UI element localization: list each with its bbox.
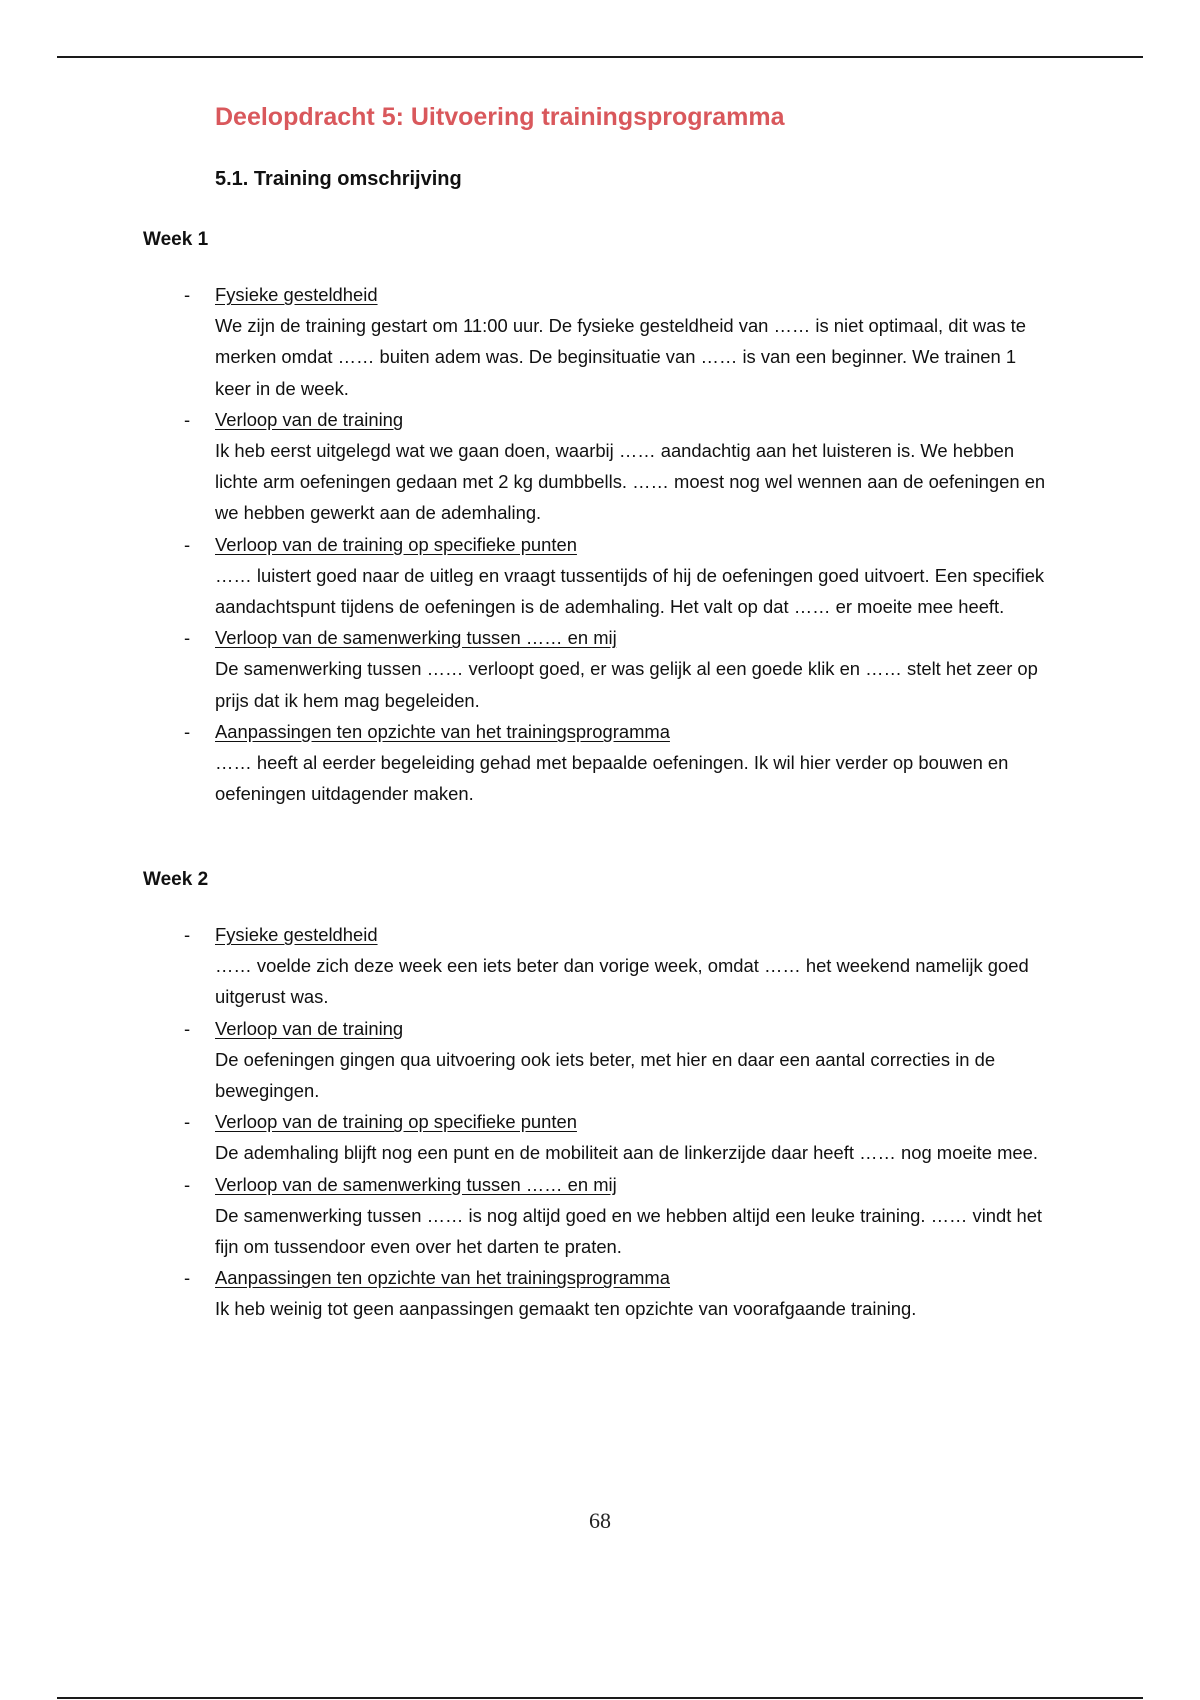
footer-rule [57,1697,1143,1699]
dash-bullet: - [183,1267,191,1289]
list-item [183,716,1055,810]
list-item [183,1169,1055,1263]
item-title: Verloop van de samenwerking tussen …… en mij [215,1173,617,1195]
item-title: Fysieke gesteldheid [215,924,378,945]
item-title: Verloop van de training [215,408,404,430]
item-text: …… luistert goed naar de uitleg en vraagt tussentijds of hij de oefeningen goed uitvoert. Een specifiek aandachtspunt tijdens de oefeningen is de ademhaling. Het valt op dat …… er moeite mee heeft. [215,564,1045,618]
item-text: Ik heb eerst uitgelegd wat we gaan doen, waarbij …… aandachtig aan het luisteren is. We hebben lichte arm oefeningen gedaan met 2 kg dumbbells. …… moest nog wel wennen aan de oefeningen en we hebben gewerkt aan de ademhaling. [215,440,1046,524]
dash-bullet: - [183,533,191,555]
list-item [183,529,1055,623]
item-title: Verloop van de training [215,1017,404,1039]
item-text: We zijn de training gestart om 11:00 uur. De fysieke gesteldheid van …… is niet optimaal, dit was te merken omdat …… buiten adem was. De beginsituatie van …… is van een beginner. We trainen 1 keer in de week. [215,315,1026,399]
week-2-list [183,919,1055,1325]
list-item [183,919,1055,1013]
list-item [183,1106,1055,1168]
dash-bullet: - [183,924,191,945]
dash-bullet: - [183,1111,191,1133]
item-text: De ademhaling blijft nog een punt en de mobiliteit aan de linkerzijde daar heeft …… nog moeite mee. [215,1142,1038,1164]
item-title: Aanpassingen ten opzichte van het trainingsprogramma [215,720,670,742]
dash-bullet: - [183,284,191,305]
header-rule [57,56,1143,58]
week-2-heading: Week 2 [143,869,209,890]
item-text: De samenwerking tussen …… verloopt goed, er was gelijk al een goede klik en …… stelt het zeer op prijs dat ik hem mag begeleiden. [215,658,1038,711]
item-title: Verloop van de samenwerking tussen …… en mij [215,627,617,649]
dash-bullet: - [183,1173,191,1195]
dash-bullet: - [183,1017,191,1039]
list-item [183,404,1055,529]
item-text: De oefeningen gingen qua uitvoering ook iets beter, met hier en daar een aantal correcties in de bewegingen. [215,1048,996,1102]
list-item [183,1013,1055,1107]
item-text: …… voelde zich deze week een iets beter dan vorige week, omdat …… het weekend namelijk goed uitgerust was. [215,955,1029,1008]
list-item [183,622,1055,716]
list-item [183,279,1055,404]
item-title: Aanpassingen ten opzichte van het trainingsprogramma [215,1267,670,1289]
dash-bullet: - [183,627,191,649]
item-text: De samenwerking tussen …… is nog altijd goed en we hebben altijd een leuke training. …… vindt het fijn om tussendoor even over het darten te praten. [215,1204,1043,1258]
item-text: Ik heb weinig tot geen aanpassingen gemaakt ten opzichte van voorafgaande training. [215,1298,917,1320]
item-title: Verloop van de training op specifieke punten [215,1111,577,1133]
item-title: Fysieke gesteldheid [215,284,378,305]
item-title: Verloop van de training op specifieke punten [215,533,577,555]
section-title: 5.1. Training omschrijving [215,168,462,190]
dash-bullet: - [183,720,191,742]
week-1-list [183,279,1055,809]
week-1-heading: Week 1 [143,229,209,250]
dash-bullet: - [183,408,191,430]
item-text: …… heeft al eerder begeleiding gehad met bepaalde oefeningen. Ik wil hier verder op bouwen en oefeningen uitdagender maken. [215,752,1009,805]
list-item [183,1262,1055,1324]
page-number: 68 [589,1508,611,1533]
chapter-title: Deelopdracht 5: Uitvoering trainingsprogramma [215,103,785,131]
